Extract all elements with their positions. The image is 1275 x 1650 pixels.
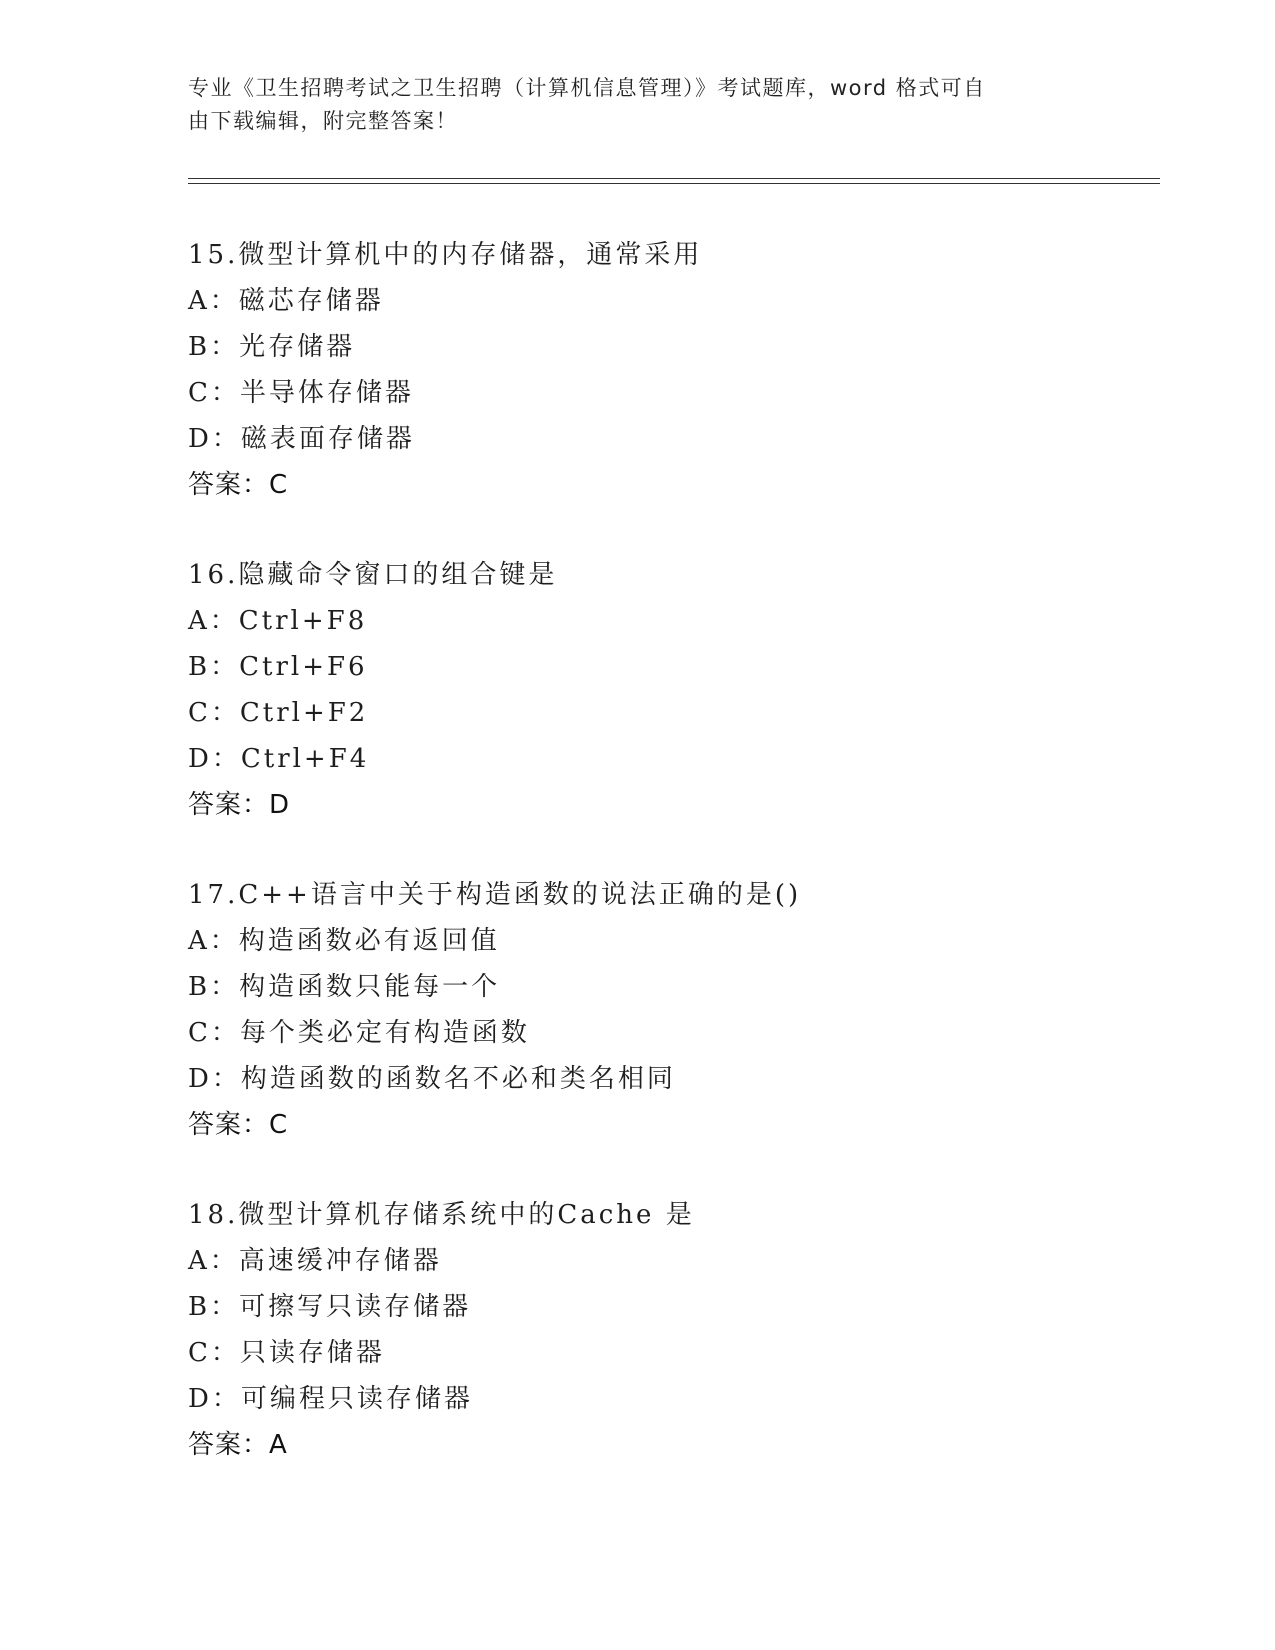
option-a: A：磁芯存储器 xyxy=(188,286,384,316)
question-18 xyxy=(188,1192,1148,1512)
option-d: D：可编程只读存储器 xyxy=(188,1384,473,1414)
option-a: A：Ctrl+F8 xyxy=(188,606,368,636)
answer-line: 答案：D xyxy=(188,790,291,820)
answer-line: 答案：A xyxy=(188,1430,288,1460)
option-b: B：构造函数只能每一个 xyxy=(188,972,501,1002)
option-b: B：光存储器 xyxy=(188,332,356,362)
option-c: C：Ctrl+F2 xyxy=(188,698,369,728)
option-a: A：构造函数必有返回值 xyxy=(188,926,500,956)
question-stem: 15.微型计算机中的内存储器，通常采用 xyxy=(188,240,703,270)
option-c: C：每个类必定有构造函数 xyxy=(188,1018,530,1048)
header-line-1: 专业《卫生招聘考试之卫生招聘（计算机信息管理）》考试题库，word 格式可自 xyxy=(188,76,986,100)
document-header xyxy=(188,72,1088,138)
header-divider-bottom xyxy=(188,183,1160,184)
option-b: B：可擦写只读存储器 xyxy=(188,1292,472,1322)
answer-line: 答案：C xyxy=(188,470,289,500)
option-c: C：只读存储器 xyxy=(188,1338,385,1368)
option-d: D：构造函数的函数名不必和类名相同 xyxy=(188,1064,676,1094)
option-d: D：Ctrl+F4 xyxy=(188,744,370,774)
question-stem: 16.隐藏命令窗口的组合键是 xyxy=(188,560,558,590)
header-line-2: 由下载编辑，附完整答案！ xyxy=(188,109,458,133)
question-17 xyxy=(188,872,1148,1192)
question-16 xyxy=(188,552,1148,872)
question-stem: 17.C++语言中关于构造函数的说法正确的是() xyxy=(188,880,802,910)
option-a: A：高速缓冲存储器 xyxy=(188,1246,442,1276)
option-c: C：半导体存储器 xyxy=(188,378,414,408)
question-list xyxy=(188,232,1148,1512)
question-stem: 18.微型计算机存储系统中的Cache 是 xyxy=(188,1200,695,1230)
option-d: D：磁表面存储器 xyxy=(188,424,415,454)
header-divider-top xyxy=(188,178,1160,179)
option-b: B：Ctrl+F6 xyxy=(188,652,368,682)
question-15 xyxy=(188,232,1148,552)
answer-line: 答案：C xyxy=(188,1110,289,1140)
